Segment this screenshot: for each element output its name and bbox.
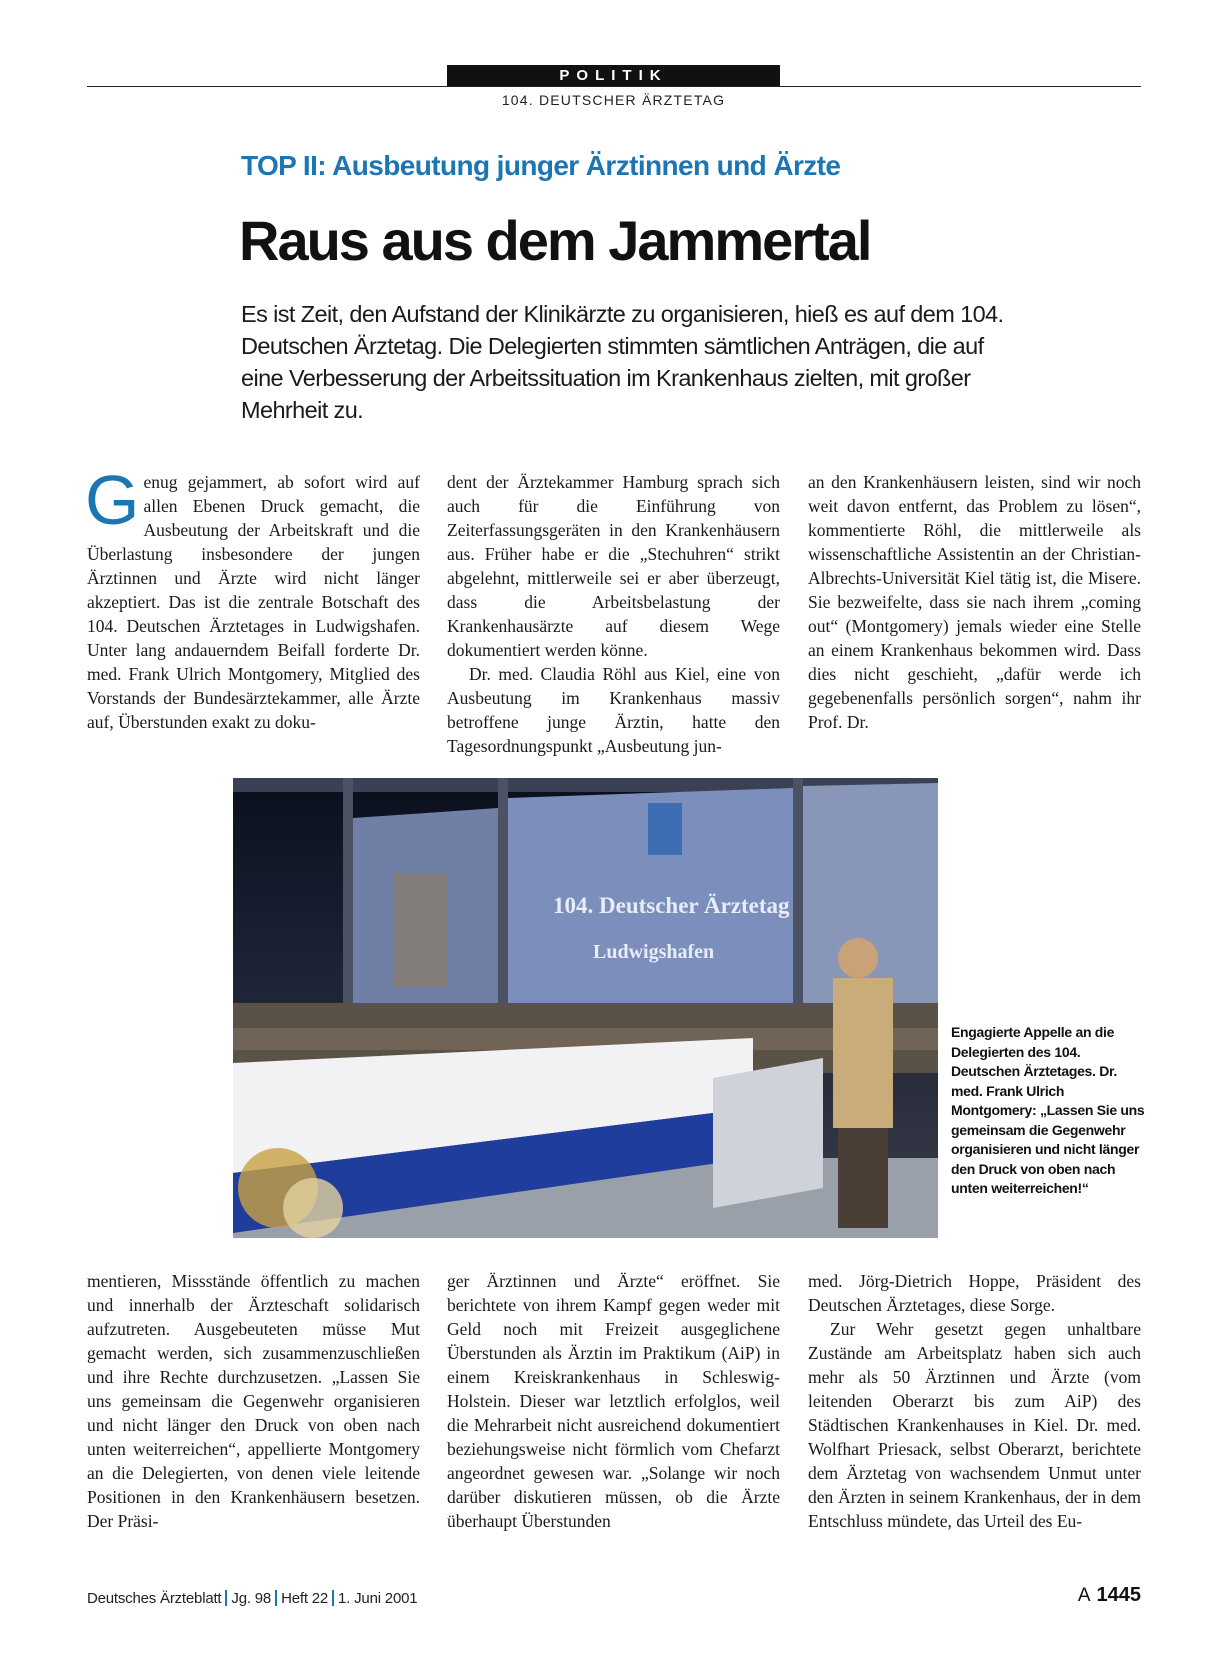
issue-date: 1. Juni 2001 — [338, 1590, 418, 1607]
header-rule — [87, 86, 1141, 87]
page-number-value: 1445 — [1096, 1584, 1141, 1606]
column-1-top — [85, 461, 420, 734]
paragraph — [85, 461, 420, 734]
footer-separator — [225, 1590, 227, 1606]
paragraph: Zur Wehr gesetzt gegen unhaltbare Zustände am Arbeitsplatz haben sich auch mehr als 50 Ärztinnen und Ärzte (vom leitenden Oberarzt bis zum AiP) des Städtischen Krankenhauses in Kiel. Dr. med. Wolfhart Priesack, selbst Oberarzt, berichtete dem Ärztetag von wachsendem Unmut unter den Ärzten in seinem Krankenhaus, der in dem Entschluss mündete, das Urteil des Eu- — [808, 1319, 1141, 1531]
issue: Heft 22 — [281, 1590, 329, 1607]
article-kicker: TOP II: Ausbeutung junger Ärztinnen und Ärzte — [241, 150, 841, 181]
page-prefix: A — [1077, 1585, 1091, 1606]
section-label: POLITIK — [447, 65, 780, 86]
volume: Jg. 98 — [231, 1590, 272, 1607]
footer-separator — [275, 1590, 277, 1606]
footer-citation — [87, 1590, 417, 1607]
column-3-top — [808, 470, 1141, 734]
drop-cap: G — [85, 461, 140, 539]
article-lead: Es ist Zeit, den Aufstand der Klinikärzte zu organisieren, hieß es auf dem 104. Deutschen Ärztetag. Die Delegierten stimmten sämtlichen Anträgen, die auf eine Verbesserung der Arbeitssituation im Krankenhaus zielten, mit großer Mehrheit zu. — [241, 301, 1004, 423]
column-2-top — [447, 470, 780, 758]
paragraph: an den Krankenhäusern leisten, sind wir noch weit davon entfernt, das Problem zu lösen“, kommentierte Röhl, die mittlerweile als wissenschaftliche Assistentin an der Christian-Albrechts-Universität Kiel tätig ist, die Misere. Sie bezweifelte, dass sie nach ihrem „coming out“ (Montgomery) jemals wieder eine Stelle an einem Krankenhaus bekommen wird. Dass dies nicht geschieht, „dafür werde ich gegebenenfalls persönlich sorgen“, nahm ihr Prof. Dr. — [808, 472, 1141, 732]
conference-photo — [233, 778, 938, 1238]
subsection-label: 104. DEUTSCHER ÄRZTETAG — [501, 92, 726, 108]
article-headline: Raus aus dem Jammertal — [239, 209, 871, 272]
column-2-bottom — [447, 1269, 780, 1533]
paragraph: ger Ärztinnen und Ärzte“ eröffnet. Sie berichtete von ihrem Kampf gegen weder mit Geld noch mit Freizeit ausgeglichene Überstunden als Ärztin im Praktikum (AiP) in einem Kreiskrankenhaus in Schleswig-Holstein. Dieser war letztlich erfolglos, weil die Mehrarbeit nicht ausreichend dokumentiert beziehungsweise nicht förmlich vom Chefarzt angeordnet gewesen war. „Solange wir noch darüber diskutieren müssen, ob die Ärzte überhaupt Überstunden — [447, 1271, 780, 1531]
paragraph: dent der Ärztekammer Hamburg sprach sich auch für die Einführung von Zeiterfassungsgeräten in den Krankenhäusern aus. Früher habe er die „Stechuhren“ strikt abgelehnt, mittlerweile sei er aber überzeugt, dass die Arbeitsbelastung der Krankenhausärzte auf diesem Wege dokumentiert werden könne. — [447, 472, 780, 660]
paragraph: med. Jörg-Dietrich Hoppe, Präsident des Deutschen Ärztetages, diese Sorge. — [808, 1271, 1141, 1315]
footer-separator — [332, 1590, 334, 1606]
page-number — [1078, 1584, 1141, 1607]
column-3-bottom — [808, 1269, 1141, 1533]
photo-caption: Engagierte Appelle an die Delegierten des 104. Deutschen Ärztetages. Dr. med. Frank Ulrich Montgomery: „Lassen Sie uns gemeinsam die Gegenwehr organisieren und nicht länger den Druck von oben nach unten weiterreichen!“ — [951, 1024, 1145, 1196]
publication-name: Deutsches Ärzteblatt — [87, 1590, 222, 1607]
screen-subtitle: Ludwigshafen — [593, 941, 715, 963]
screen-title: 104. Deutscher Ärztetag — [553, 893, 790, 918]
paragraph: Dr. med. Claudia Röhl aus Kiel, eine von Ausbeutung im Krankenhaus massiv betroffene junge Ärztin, hatte den Tagesordnungspunkt „Ausbeutung jun- — [447, 664, 780, 756]
column-1-bottom — [87, 1269, 420, 1533]
paragraph-text: enug gejammert, ab sofort wird auf allen Ebenen Druck gemacht, die Ausbeutung der Arbeitskraft und die Überlastung insbesondere der jungen Ärztinnen und Ärzte wird nicht länger akzeptiert. Das ist die zentrale Botschaft des 104. Deutschen Ärztetages in Ludwigshafen. Unter lang andauerndem Beifall forderte Dr. med. Frank Ulrich Montgomery, Mitglied des Vorstands der Bundesärztekammer, alle Ärzte auf, Überstunden exakt zu doku- — [87, 472, 420, 732]
paragraph: mentieren, Missstände öffentlich zu machen und innerhalb der Ärzteschaft solidarisch aufzutreten. Ausgebeuteten müsse Mut gemacht werden, sich zusammenzuschließen und ihre Rechte durchzusetzen. „Lassen Sie uns gemeinsam die Gegenwehr organisieren und nicht länger den Druck von oben nach unten weiterreichen“, appellierte Montgomery an die Delegierten, von denen viele leitende Positionen in den Krankenhäusern besetzen. Der Präsi- — [87, 1271, 420, 1531]
